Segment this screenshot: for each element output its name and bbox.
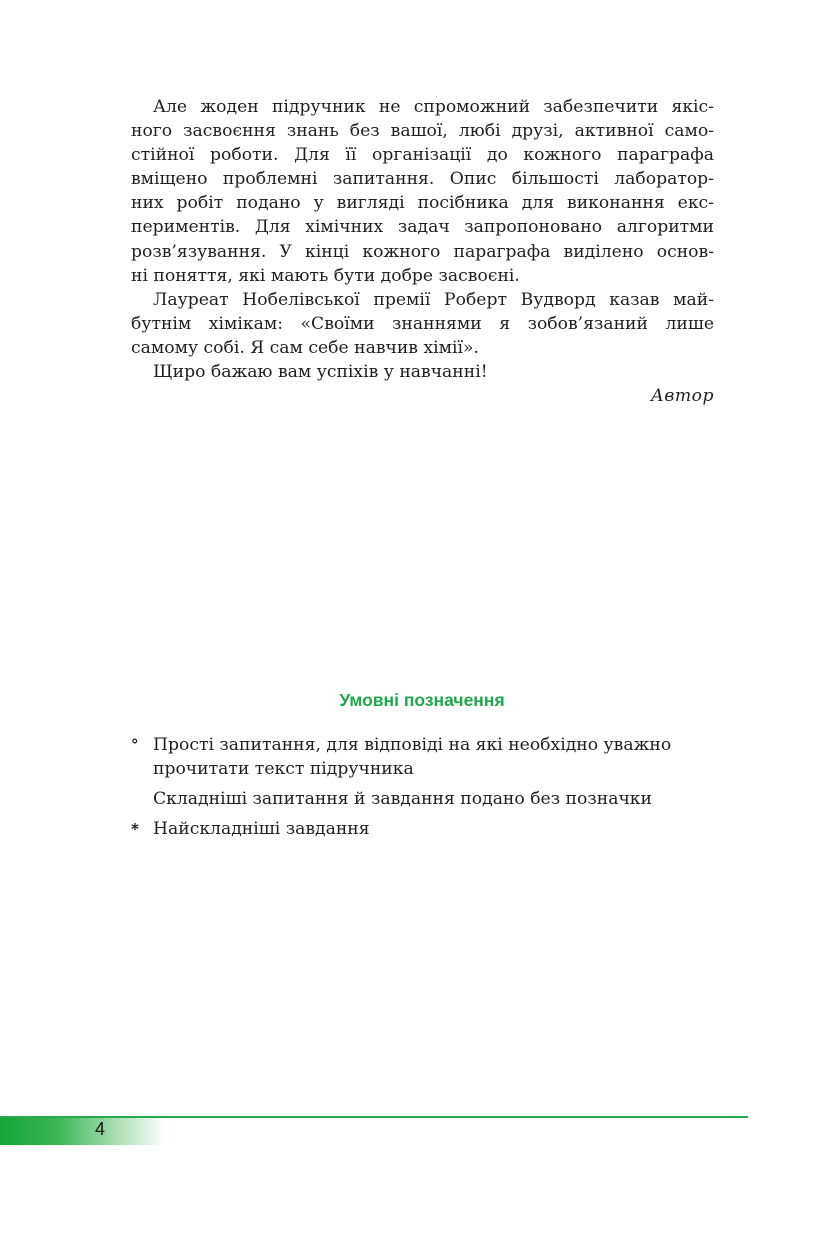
legend-item-text: Найскладніші завдання — [153, 819, 370, 840]
text-line: самому собі. Я сам себе навчив хімії». — [131, 337, 479, 358]
legend-item-text: прочитати текст підручника — [153, 759, 414, 780]
degree-mark-icon: ° — [131, 736, 139, 754]
paragraph-wishes — [131, 360, 714, 384]
legend-title: Умовні позначення — [339, 690, 505, 710]
page-number: 4 — [95, 1119, 106, 1139]
preface-text — [131, 95, 714, 408]
text-line: бутнім хімікам: «Своїми знаннями я зобов’язаний лише — [131, 313, 714, 334]
text-line: вміщено проблемні запитання. Опис більшості лаборатор- — [131, 169, 714, 190]
legend-item-harder — [131, 787, 731, 811]
legend-item-text: Складніші запитання й завдання подано без позначки — [153, 789, 652, 810]
text-line: ного засвоєння знань без вашої, любі друзі, активної само- — [131, 121, 714, 142]
author-signature: Автор — [650, 386, 714, 407]
text-line: Щиро бажаю вам успіхів у навчанні! — [153, 362, 488, 383]
text-line: них робіт подано у вигляді посібника для виконання екс- — [131, 193, 714, 214]
text-line: Лауреат Нобелівської премії Роберт Вудворд казав май- — [153, 289, 714, 310]
legend-item-text: Прості запитання, для відповіді на які необхідно уважно — [153, 735, 672, 755]
asterisk-mark-icon: * — [131, 820, 139, 839]
text-line: стійної роботи. Для її організації до кожного параграфа — [131, 145, 714, 166]
paragraph-study-advice — [131, 95, 714, 288]
text-line: розв’язування. У кінці кожного параграфа виділено основ- — [131, 241, 714, 262]
legend-list — [131, 733, 731, 847]
footer-gradient-band — [0, 1118, 165, 1145]
paragraph-woodward-quote — [131, 288, 714, 360]
text-line: ні поняття, які мають бути добре засвоєні. — [131, 265, 520, 286]
text-line: Але жоден підручник не спроможний забезпечити якіс- — [153, 97, 714, 117]
legend-item-simple — [131, 733, 731, 781]
legend-item-hardest — [131, 817, 731, 841]
text-line: периментів. Для хімічних задач запропоновано алгоритми — [131, 217, 714, 238]
